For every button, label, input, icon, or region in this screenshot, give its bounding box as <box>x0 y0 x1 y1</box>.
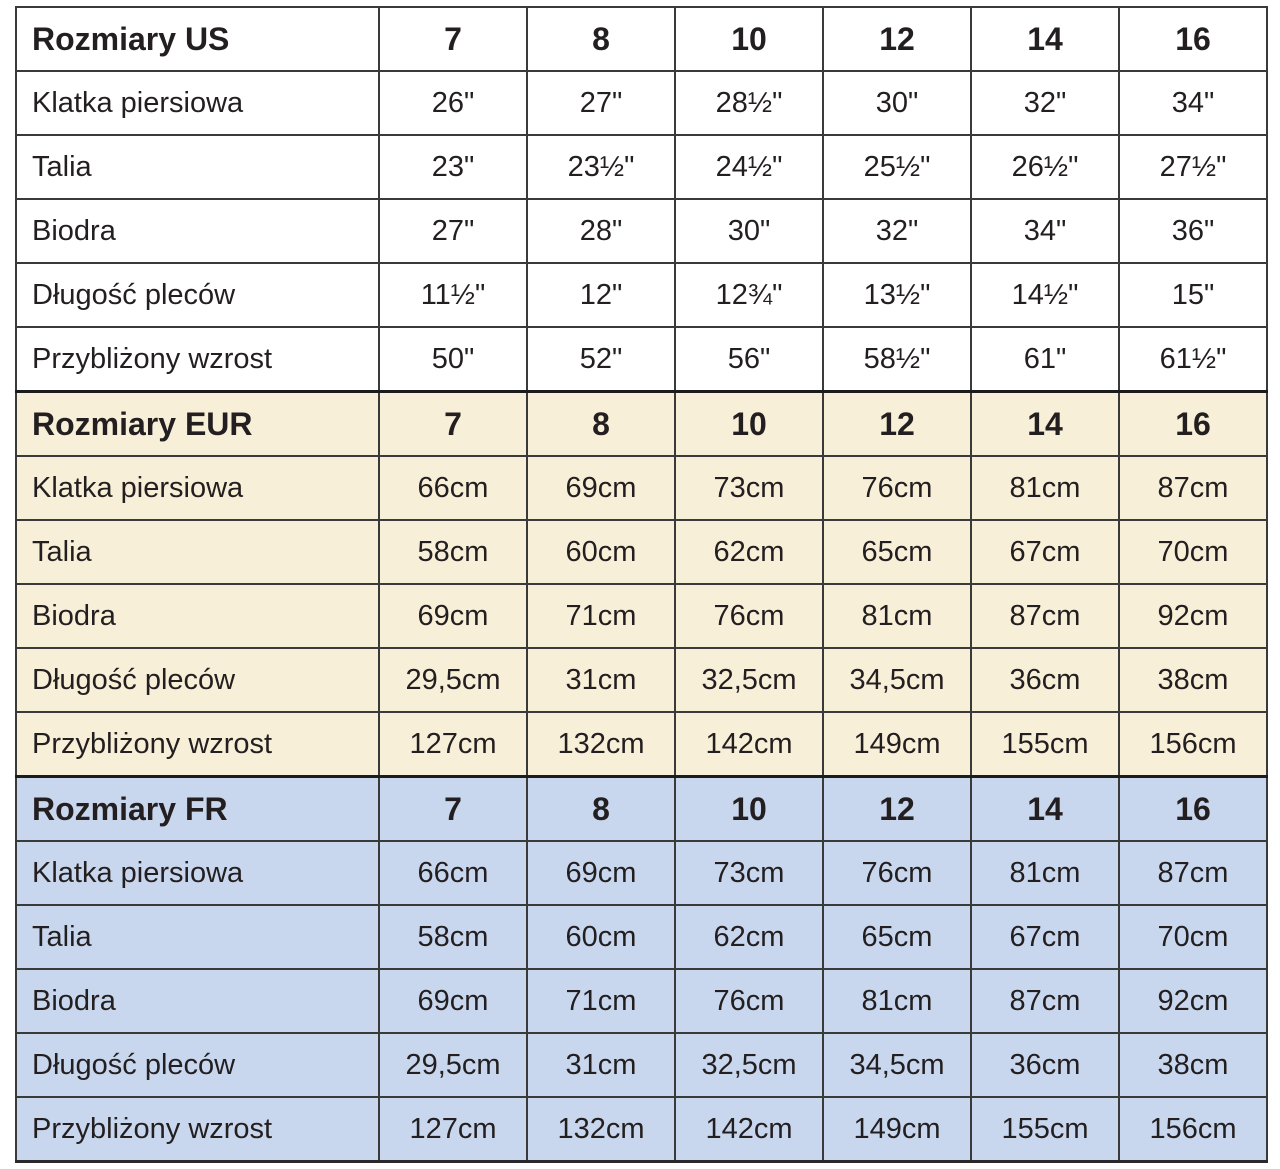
measurement-value: 76cm <box>823 456 971 520</box>
measurement-value: 36cm <box>971 1033 1119 1097</box>
measurement-value: 32,5cm <box>675 1033 823 1097</box>
size-header-cell: 12 <box>823 777 971 842</box>
measurement-value: 156cm <box>1119 1097 1267 1162</box>
measurement-value: 66cm <box>379 456 527 520</box>
section-header-row <box>16 7 1267 71</box>
size-header-cell: 14 <box>971 7 1119 71</box>
size-header-cell: 10 <box>675 7 823 71</box>
measurement-value: 142cm <box>675 712 823 777</box>
measurement-label: Biodra <box>16 199 379 263</box>
table-row <box>16 263 1267 327</box>
measurement-value: 11½" <box>379 263 527 327</box>
measurement-value: 92cm <box>1119 969 1267 1033</box>
measurement-value: 36" <box>1119 199 1267 263</box>
measurement-label: Klatka piersiowa <box>16 71 379 135</box>
measurement-value: 69cm <box>379 584 527 648</box>
size-header-cell: 8 <box>527 777 675 842</box>
measurement-value: 76cm <box>675 969 823 1033</box>
measurement-value: 58cm <box>379 905 527 969</box>
measurement-value: 28" <box>527 199 675 263</box>
section-title: Rozmiary FR <box>16 777 379 842</box>
section-title: Rozmiary US <box>16 7 379 71</box>
measurement-value: 71cm <box>527 584 675 648</box>
measurement-value: 13½" <box>823 263 971 327</box>
measurement-value: 30" <box>675 199 823 263</box>
measurement-value: 81cm <box>971 456 1119 520</box>
size-header-cell: 16 <box>1119 7 1267 71</box>
size-section-eur <box>16 392 1267 777</box>
table-row <box>16 584 1267 648</box>
measurement-label: Klatka piersiowa <box>16 841 379 905</box>
measurement-value: 38cm <box>1119 1033 1267 1097</box>
measurement-value: 61" <box>971 327 1119 392</box>
measurement-value: 32" <box>823 199 971 263</box>
measurement-value: 23½" <box>527 135 675 199</box>
measurement-value: 81cm <box>823 584 971 648</box>
size-chart-table <box>15 6 1268 1163</box>
measurement-value: 127cm <box>379 1097 527 1162</box>
measurement-value: 31cm <box>527 1033 675 1097</box>
size-header-cell: 14 <box>971 392 1119 457</box>
measurement-label: Długość pleców <box>16 648 379 712</box>
size-header-cell: 7 <box>379 392 527 457</box>
table-row <box>16 520 1267 584</box>
measurement-value: 24½" <box>675 135 823 199</box>
measurement-label: Talia <box>16 520 379 584</box>
table-row <box>16 456 1267 520</box>
size-section-us <box>16 7 1267 392</box>
measurement-value: 149cm <box>823 712 971 777</box>
measurement-value: 65cm <box>823 905 971 969</box>
measurement-label: Przybliżony wzrost <box>16 327 379 392</box>
measurement-value: 56" <box>675 327 823 392</box>
measurement-value: 81cm <box>823 969 971 1033</box>
measurement-value: 26½" <box>971 135 1119 199</box>
table-row <box>16 969 1267 1033</box>
measurement-value: 34" <box>971 199 1119 263</box>
size-header-cell: 14 <box>971 777 1119 842</box>
measurement-value: 67cm <box>971 905 1119 969</box>
measurement-value: 73cm <box>675 456 823 520</box>
measurement-value: 70cm <box>1119 905 1267 969</box>
table-row <box>16 648 1267 712</box>
measurement-label: Biodra <box>16 969 379 1033</box>
size-header-cell: 7 <box>379 777 527 842</box>
measurement-value: 38cm <box>1119 648 1267 712</box>
table-row <box>16 841 1267 905</box>
measurement-value: 30" <box>823 71 971 135</box>
measurement-value: 76cm <box>675 584 823 648</box>
measurement-value: 76cm <box>823 841 971 905</box>
measurement-value: 155cm <box>971 712 1119 777</box>
size-header-cell: 16 <box>1119 777 1267 842</box>
measurement-value: 87cm <box>971 584 1119 648</box>
measurement-value: 32" <box>971 71 1119 135</box>
size-header-cell: 12 <box>823 7 971 71</box>
measurement-value: 65cm <box>823 520 971 584</box>
measurement-value: 70cm <box>1119 520 1267 584</box>
measurement-value: 92cm <box>1119 584 1267 648</box>
measurement-value: 36cm <box>971 648 1119 712</box>
section-header-row <box>16 777 1267 842</box>
table-row <box>16 71 1267 135</box>
measurement-value: 27" <box>527 71 675 135</box>
measurement-value: 132cm <box>527 712 675 777</box>
measurement-value: 50" <box>379 327 527 392</box>
table-row <box>16 712 1267 777</box>
measurement-value: 66cm <box>379 841 527 905</box>
measurement-value: 29,5cm <box>379 1033 527 1097</box>
measurement-value: 29,5cm <box>379 648 527 712</box>
measurement-value: 34" <box>1119 71 1267 135</box>
measurement-value: 73cm <box>675 841 823 905</box>
measurement-value: 15" <box>1119 263 1267 327</box>
measurement-value: 12¾" <box>675 263 823 327</box>
measurement-value: 23" <box>379 135 527 199</box>
measurement-value: 52" <box>527 327 675 392</box>
measurement-label: Przybliżony wzrost <box>16 712 379 777</box>
size-header-cell: 7 <box>379 7 527 71</box>
measurement-value: 27½" <box>1119 135 1267 199</box>
measurement-value: 127cm <box>379 712 527 777</box>
measurement-value: 87cm <box>1119 456 1267 520</box>
measurement-label: Talia <box>16 905 379 969</box>
measurement-value: 156cm <box>1119 712 1267 777</box>
measurement-label: Klatka piersiowa <box>16 456 379 520</box>
section-title: Rozmiary EUR <box>16 392 379 457</box>
table-row <box>16 1033 1267 1097</box>
measurement-value: 12" <box>527 263 675 327</box>
measurement-value: 87cm <box>1119 841 1267 905</box>
measurement-value: 34,5cm <box>823 1033 971 1097</box>
measurement-value: 58cm <box>379 520 527 584</box>
measurement-value: 69cm <box>527 456 675 520</box>
size-header-cell: 12 <box>823 392 971 457</box>
measurement-label: Długość pleców <box>16 1033 379 1097</box>
size-header-cell: 10 <box>675 392 823 457</box>
measurement-value: 60cm <box>527 905 675 969</box>
size-section-fr <box>16 777 1267 1162</box>
measurement-label: Przybliżony wzrost <box>16 1097 379 1162</box>
measurement-value: 31cm <box>527 648 675 712</box>
measurement-value: 62cm <box>675 905 823 969</box>
measurement-value: 58½" <box>823 327 971 392</box>
measurement-value: 34,5cm <box>823 648 971 712</box>
measurement-value: 60cm <box>527 520 675 584</box>
measurement-value: 81cm <box>971 841 1119 905</box>
table-row <box>16 905 1267 969</box>
measurement-value: 87cm <box>971 969 1119 1033</box>
measurement-value: 149cm <box>823 1097 971 1162</box>
measurement-value: 69cm <box>527 841 675 905</box>
measurement-label: Biodra <box>16 584 379 648</box>
measurement-value: 67cm <box>971 520 1119 584</box>
table-row <box>16 135 1267 199</box>
measurement-value: 155cm <box>971 1097 1119 1162</box>
size-header-cell: 10 <box>675 777 823 842</box>
measurement-value: 142cm <box>675 1097 823 1162</box>
measurement-label: Talia <box>16 135 379 199</box>
measurement-value: 132cm <box>527 1097 675 1162</box>
measurement-value: 14½" <box>971 263 1119 327</box>
table-row <box>16 1097 1267 1162</box>
size-header-cell: 8 <box>527 7 675 71</box>
table-row <box>16 199 1267 263</box>
size-header-cell: 8 <box>527 392 675 457</box>
measurement-value: 28½" <box>675 71 823 135</box>
measurement-value: 25½" <box>823 135 971 199</box>
measurement-value: 32,5cm <box>675 648 823 712</box>
measurement-value: 61½" <box>1119 327 1267 392</box>
measurement-value: 27" <box>379 199 527 263</box>
measurement-value: 69cm <box>379 969 527 1033</box>
table-row <box>16 327 1267 392</box>
measurement-value: 62cm <box>675 520 823 584</box>
measurement-value: 71cm <box>527 969 675 1033</box>
section-header-row <box>16 392 1267 457</box>
size-header-cell: 16 <box>1119 392 1267 457</box>
measurement-value: 26" <box>379 71 527 135</box>
measurement-label: Długość pleców <box>16 263 379 327</box>
